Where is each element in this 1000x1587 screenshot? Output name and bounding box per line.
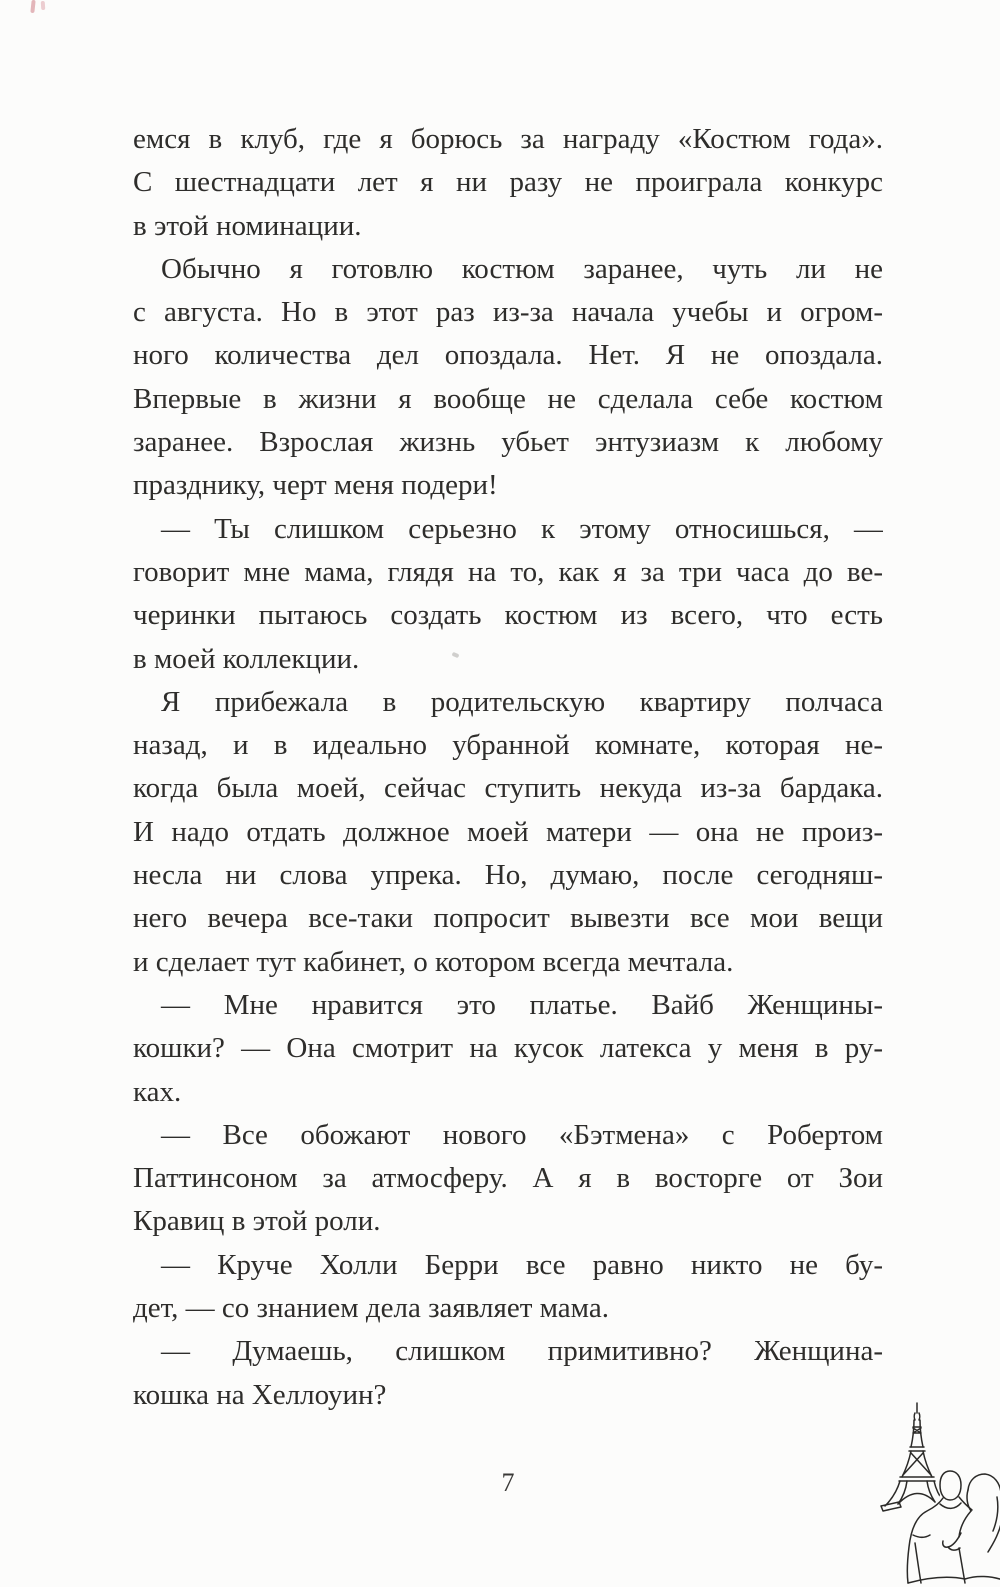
text-line: него вечера все-таки попросит вывезти все мои вещи (133, 902, 883, 935)
text-line: кошка на Хеллоуин? (133, 1378, 387, 1411)
text-line: Впервые в жизни я вообще не сделала себе костюм (133, 382, 883, 415)
paragraph-dialogue (133, 508, 883, 681)
paragraph (133, 681, 883, 984)
paragraph (133, 118, 883, 248)
text-line: празднику, черт меня подери! (133, 469, 498, 502)
page-text (133, 118, 883, 1417)
page-number: 7 (501, 1468, 515, 1497)
text-line: ках. (133, 1075, 182, 1108)
text-line: Я прибежала в родительскую квартиру полчаса (161, 685, 883, 718)
text-line: черинки пытаюсь создать костюм из всего, что есть (133, 599, 883, 632)
text-line: ного количества дел опоздала. Нет. Я не опоздала. (133, 339, 883, 372)
text-line: — Круче Холли Берри все равно никто не бу- (161, 1248, 883, 1281)
paragraph-dialogue (133, 984, 883, 1114)
text-line: емся в клуб, где я борюсь за награду «Костюм года». (133, 123, 883, 155)
text-line: — Думаешь, слишком примитивно? Женщина- (161, 1335, 883, 1368)
scan-red-mark (30, 0, 35, 13)
text-line: И надо отдать должное моей матери — она не произ- (133, 815, 883, 848)
text-line: заранее. Взрослая жизнь убьет энтузиазм к любому (133, 426, 883, 459)
paragraph (133, 248, 883, 508)
text-line: С шестнадцати лет я ни разу не проиграла конкурс (133, 166, 883, 199)
text-line: дет, — со знанием дела заявляет мама. (133, 1292, 609, 1325)
scan-red-mark (41, 1, 46, 10)
text-line: в моей коллекции. (133, 642, 360, 675)
text-line: Обычно я готовлю костюм заранее, чуть ли не (161, 252, 883, 285)
text-line: — Мне нравится это платье. Вайб Женщины- (161, 988, 883, 1021)
text-line: — Все обожают нового «Бэтмена» с Робертом (161, 1118, 883, 1151)
text-line: и сделает тут кабинет, о котором всегда мечтала. (133, 945, 734, 978)
text-line: несла ни слова упрека. Но, думаю, после сегодняш- (133, 859, 883, 892)
paragraph-dialogue (133, 1330, 883, 1417)
text-line: кошки? — Она смотрит на кусок латекса у меня в ру- (133, 1032, 883, 1065)
text-line: — Ты слишком серьезно к этому относишься, — (161, 512, 883, 545)
paragraph-dialogue (133, 1244, 883, 1331)
text-line: в этой номинации. (133, 209, 362, 242)
paragraph-dialogue (133, 1114, 883, 1244)
text-line: с августа. Но в этот раз из-за начала учебы и огром- (133, 296, 883, 329)
eiffel-tower-icon (881, 1403, 944, 1511)
text-line: назад, и в идеально убранной комнате, которая не- (133, 729, 883, 762)
text-line: говорит мне мама, глядя на то, как я за три часа до ве- (133, 555, 883, 588)
text-line: Паттинсоном за атмосферу. А я в восторге от Зои (133, 1162, 883, 1195)
text-line: когда была моей, сейчас ступить некуда из-за бардака. (133, 772, 883, 805)
eiffel-tower-couple-illustration (855, 1385, 1000, 1587)
text-line: Кравиц в этой роли. (133, 1205, 381, 1238)
